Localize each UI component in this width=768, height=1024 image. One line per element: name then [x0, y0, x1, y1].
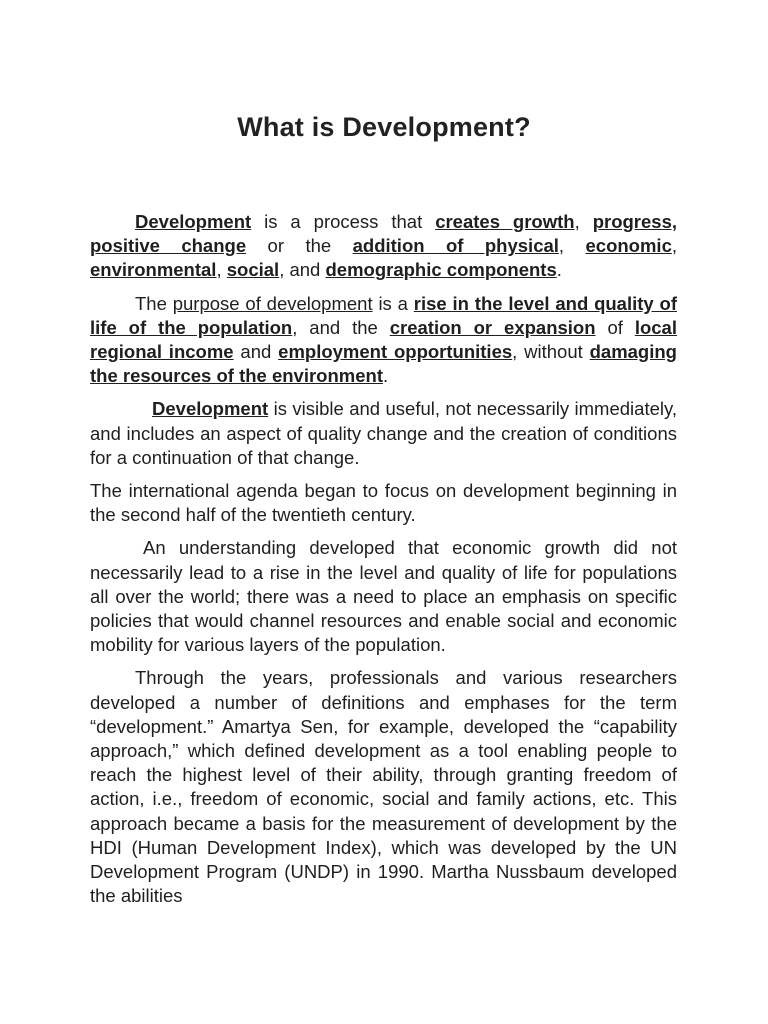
paragraph-visibility [90, 397, 677, 470]
page-title: What is Development? [237, 112, 531, 142]
text-run: , [558, 235, 586, 257]
text-run: Through the years, professionals and various researchers developed a number of definitions and emphases for the term “development.” Amartya Sen, for example, developed the “capability approach,” which defined development as a tool enabling people to reach the highest level of their ability, through granting freedom of action, i.e., freedom of economic, social and family actions, etc. This approach became a basis for the measurement of development by the HDI (Human Development Index), which was developed by the UN Development Program (UNDP) in 1990. Martha Nussbaum developed the abilities [90, 667, 677, 907]
text-run: is a process that [251, 211, 436, 232]
paragraph-purpose [90, 292, 677, 389]
paragraph-economic-growth [90, 536, 677, 657]
text-run: . [556, 259, 562, 281]
text-run: , [216, 259, 227, 281]
emphasized-term: environmental [90, 259, 217, 281]
emphasized-term: Development [135, 211, 252, 232]
emphasized-term: Development [152, 398, 269, 420]
text-run: and [233, 341, 279, 363]
text-run: The [135, 292, 173, 314]
text-run: is visible and useful, not necessarily immediately, and includes an aspect of quality change and the creation of conditions for a continuation of that change. [90, 398, 677, 468]
text-run: or the [246, 235, 353, 257]
text-run: , and the [292, 316, 390, 338]
emphasized-term: employment opportunities [278, 341, 513, 363]
emphasized-term: demographic components [325, 259, 557, 281]
text-run: . [382, 365, 389, 387]
document-body [90, 210, 677, 917]
text-run: , and [279, 259, 326, 281]
text-run: An understanding developed that economic growth did not necessarily lead to a rise in the level and quality of life for populations all over the world; there was a need to place an emphasis on specific policies that would channel resources and enable social and economic mobility for various layers of the population. [90, 537, 677, 656]
emphasized-term: creates growth [435, 211, 575, 232]
text-run: , without [512, 341, 590, 363]
text-run: The international agenda began to focus on development beginning in the second half of the twentieth century. [90, 480, 677, 526]
emphasized-term: economic [585, 235, 672, 257]
emphasized-term: progress, positive change [90, 211, 677, 257]
emphasized-term: social [226, 259, 280, 281]
paragraph-international-agenda [90, 479, 677, 527]
emphasized-term: addition of physical [352, 235, 559, 257]
text-run: , [574, 211, 593, 232]
text-run: , [671, 235, 677, 257]
paragraph-definition [90, 210, 677, 283]
emphasized-term: damaging the resources of the environment [90, 341, 677, 387]
text-run: is a [372, 292, 414, 314]
emphasized-term: rise in the level and quality of life of the population [90, 292, 677, 338]
emphasized-term: creation or expansion [389, 316, 596, 338]
text-run: of [595, 316, 635, 338]
emphasized-term: purpose of development [172, 292, 373, 314]
paragraph-definitions-history [90, 666, 677, 908]
emphasized-term: local regional income [90, 316, 677, 363]
